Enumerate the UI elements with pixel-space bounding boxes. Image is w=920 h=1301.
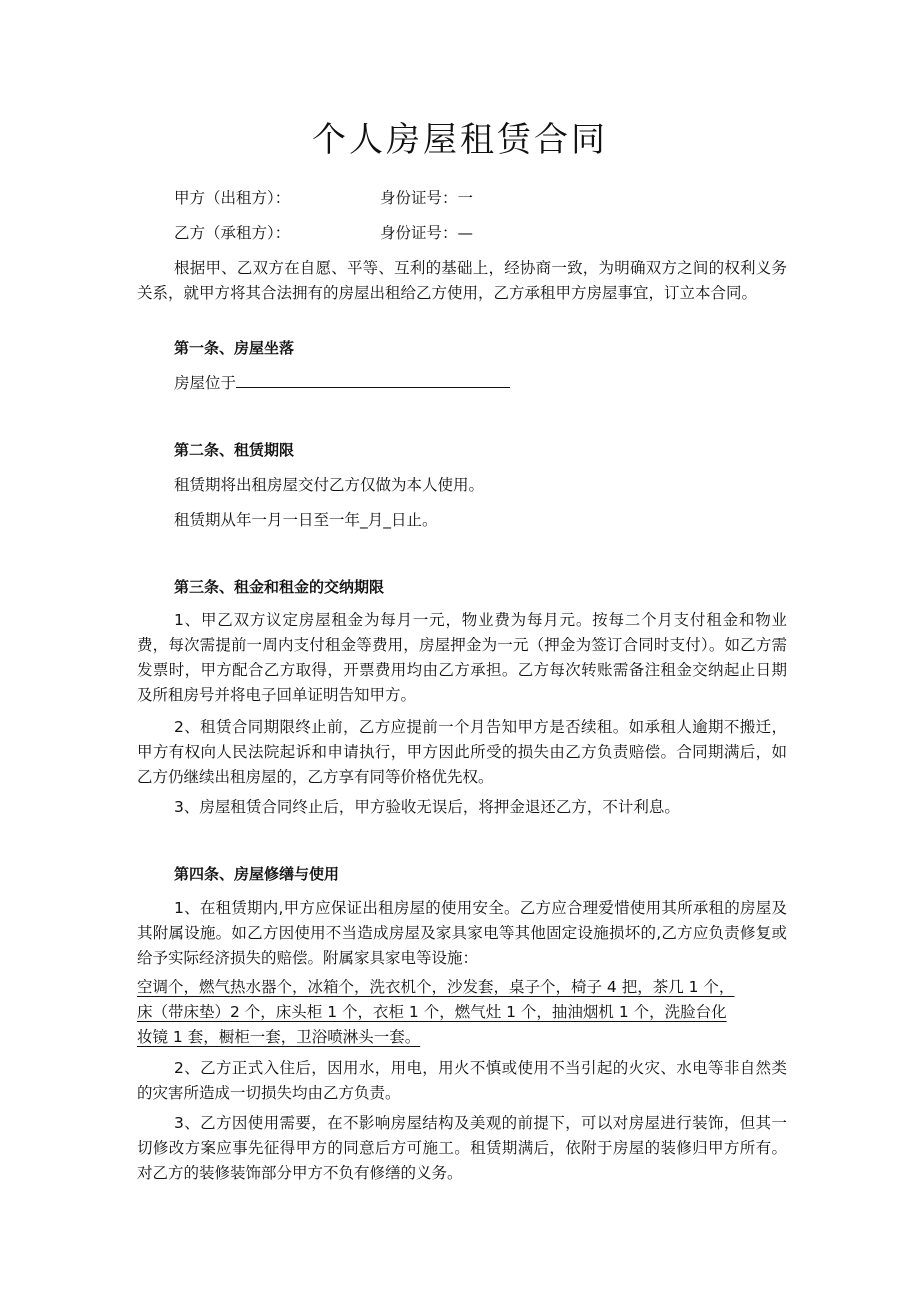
article4-heading: 第四条、房屋修缮与使用 (174, 865, 340, 883)
party-a-label: 甲方（出租方）： (174, 189, 291, 207)
party-b-id-label: 身份证号：— (380, 224, 474, 242)
document-title: 个人房屋租赁合同 (312, 120, 608, 160)
article2-line2: 租赁期从年一月一日至一年_月_日止。 (174, 511, 438, 529)
article2-line1: 租赁期将出租房屋交付乙方仅做为本人使用。 (174, 476, 485, 494)
article3-heading: 第三条、租金和租金的交纳期限 (174, 578, 385, 596)
article3-clause2: 2、租赁合同期限终止前，乙方应提前一个月告知甲方是否续租。如承租人逾期不搬迁，甲方有权向人民法院起诉和申请执行，甲方因此所受的损失由乙方负责赔偿。合同期满后，如乙方仍继续出租房屋的，乙方享有同等价格优先权。 (137, 718, 787, 786)
furnishings-line-3-text: 妆镜 1 套，橱柜一套，卫浴喷淋头一套。 (137, 1028, 421, 1046)
article4-clause2: 2、乙方正式入住后，因用水，用电，用火不慎或使用不当引起的火灾、水电等非自然类的灾害所造成一切损失均由乙方负责。 (137, 1059, 787, 1102)
article1-heading: 第一条、房屋坐落 (174, 339, 295, 357)
article3-clause3: 3、房屋租赁合同终止后，甲方验收无误后，将押金退还乙方，不计利息。 (174, 798, 680, 816)
party-a-id-label: 身份证号：一 (380, 189, 474, 207)
article4-clause3: 3、乙方因使用需要，在不影响房屋结构及美观的前提下，可以对房屋进行装饰，但其一切修改方案应事先征得甲方的同意后方可施工。租赁期满后，依附于房屋的装修归甲方所有。对乙方的装修装饰部分甲方不负有修缮的义务。 (137, 1114, 787, 1182)
furnishings-line-3 (137, 1025, 805, 1050)
party-b-label: 乙方（承租方）： (174, 224, 291, 242)
furnishings-line-2: 床（带床垫）2 个，床头柜 1 个，衣柜 1 个，燃气灶 1 个，抽油烟机 1 个，洗脸台化 (137, 1003, 727, 1021)
article2-heading: 第二条、租赁期限 (174, 441, 295, 459)
furnishings-list (137, 975, 805, 1050)
article3-clause1: 1、甲乙双方议定房屋租金为每月一元，物业费为每月元。按每二个月支付租金和物业费，每次需提前一周内支付租金等费用，房屋押金为一元（押金为签订合同时支付）。如乙方需发票时，甲方配合乙方取得，开票费用均由乙方承担。乙方每次转账需备注租金交纳起止日期及所租房号并将电子回单证明告知甲方。 (137, 611, 787, 704)
article4-clause1: 1、在租赁期内,甲方应保证出租房屋的使用安全。乙方应合理爱惜使用其所承租的房屋及其附属设施。如乙方因使用不当造成房屋及家具家电等其他固定设施损坏的,乙方应负责修复或给予实际经济损失的赔偿。附属家具家电等设施： (137, 899, 787, 967)
location-line (174, 372, 510, 393)
location-blank (236, 372, 510, 388)
intro-paragraph: 根据甲、乙双方在自愿、平等、互利的基础上，经协商一致，为明确双方之间的权利义务关系，就甲方将其合法拥有的房屋出租给乙方使用，乙方承租甲方房屋事宜，订立本合同。 (137, 259, 787, 302)
location-label: 房屋位于 (174, 374, 237, 392)
furnishings-line-1: 空调个，燃气热水器个，冰箱个，洗衣机个，沙发套，桌子个，椅子 4 把，茶几 1 个， (137, 978, 735, 996)
